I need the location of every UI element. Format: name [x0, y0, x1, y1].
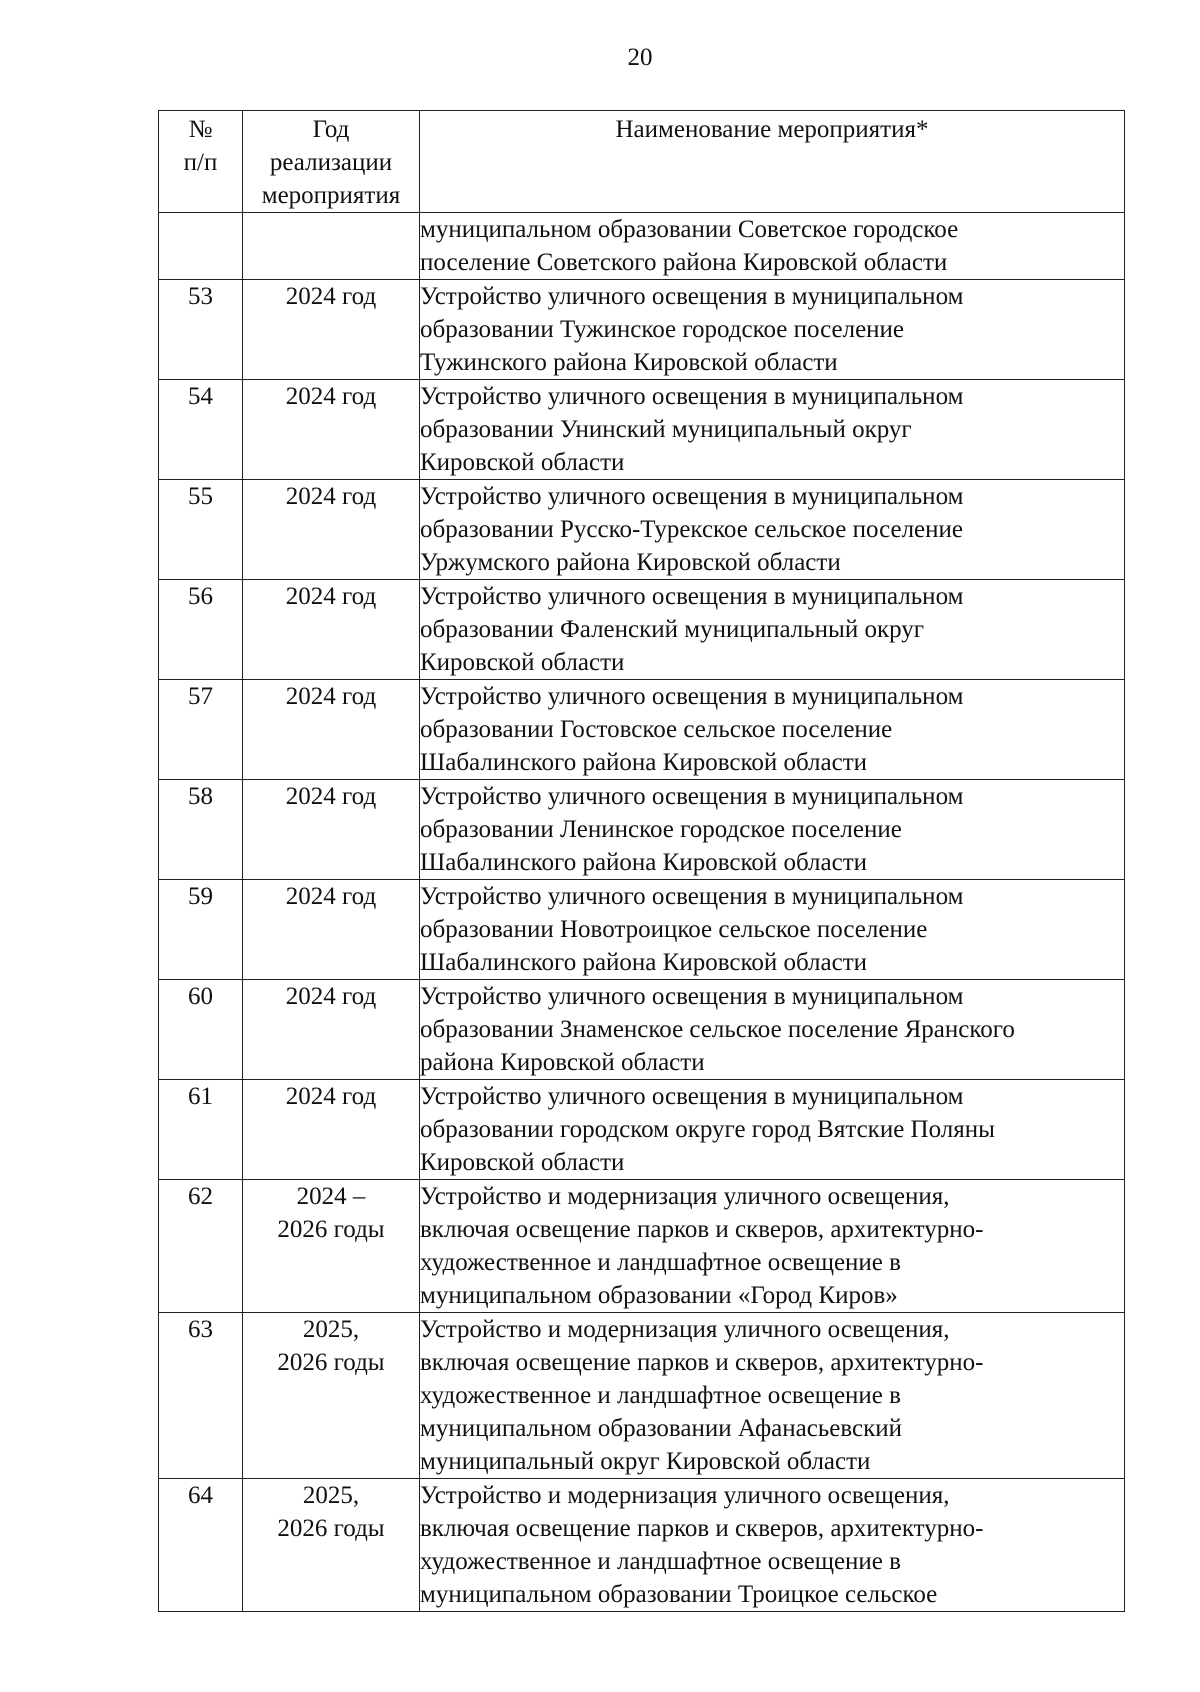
row-year [243, 280, 420, 380]
row-measure-name [420, 580, 1125, 680]
table-row [159, 280, 1125, 380]
table-row [159, 580, 1125, 680]
measures-table [158, 110, 1125, 1612]
row-measure-line: Тужинского района Кировской области [420, 349, 838, 376]
row-measure-line: Шабалинского района Кировской области [420, 949, 868, 976]
row-measure-line: Устройство уличного освещения в муниципальном [420, 683, 964, 710]
row-year-line: 2024 год [285, 983, 377, 1010]
row-measure-line: художественное и ландшафтное освещение в [420, 1548, 901, 1575]
row-year-line: 2024 год [285, 1083, 377, 1110]
row-measure-line: образовании Тужинское городское поселение [420, 316, 905, 343]
row-measure-line: образовании Унинский муниципальный округ [420, 416, 912, 443]
row-year-line: 2026 годы [277, 1216, 385, 1243]
row-year [243, 980, 420, 1080]
row-year [243, 1313, 420, 1479]
row-measure-line: муниципальном образовании «Город Киров» [420, 1282, 898, 1309]
row-measure-line: Кировской области [420, 649, 625, 676]
row-measure-line: района Кировской области [420, 1049, 705, 1076]
row-year [243, 1180, 420, 1313]
row-number: 56 [159, 580, 243, 680]
row-year-line: 2025, [302, 1316, 360, 1343]
table-row [159, 1080, 1125, 1180]
row-measure-name [420, 780, 1125, 880]
table-row [159, 780, 1125, 880]
row-year [243, 480, 420, 580]
header-number: № п/п [159, 111, 243, 213]
row-measure-line: включая освещение парков и скверов, архитектурно- [420, 1515, 984, 1542]
row-year-line: 2025, [302, 1482, 360, 1509]
row-measure-line: Уржумского района Кировской области [420, 549, 841, 576]
row-measure-line: Устройство уличного освещения в муниципальном [420, 583, 964, 610]
row-measure-line: Устройство уличного освещения в муниципальном [420, 783, 964, 810]
row-measure-line: муниципальный округ Кировской области [420, 1448, 871, 1475]
row-year-line: 2026 годы [277, 1349, 385, 1376]
row-measure-line: Кировской области [420, 1149, 625, 1176]
row-year [243, 880, 420, 980]
row-number: 60 [159, 980, 243, 1080]
row-measure-line: образовании Знаменское сельское поселение Яранского [420, 1016, 1015, 1043]
row-year-line: 2024 год [285, 783, 377, 810]
row-measure-name [420, 880, 1125, 980]
row-measure-line: Устройство и модернизация уличного освещения, [420, 1316, 950, 1343]
row-measure-line: муниципальном образовании Афанасьевский [420, 1415, 903, 1442]
row-number: 63 [159, 1313, 243, 1479]
row-year-line: 2024 – [296, 1183, 366, 1210]
row-measure-line: Устройство уличного освещения в муниципальном [420, 383, 964, 410]
row-number: 57 [159, 680, 243, 780]
row-measure-name [420, 213, 1125, 280]
row-measure-line: муниципальном образовании Троицкое сельское [420, 1581, 938, 1608]
row-number: 53 [159, 280, 243, 380]
row-measure-name [420, 1080, 1125, 1180]
table-row [159, 480, 1125, 580]
row-measure-line: Устройство уличного освещения в муниципальном [420, 283, 964, 310]
row-number: 64 [159, 1479, 243, 1612]
row-number: 54 [159, 380, 243, 480]
table-row [159, 1313, 1125, 1479]
row-measure-line: поселение Советского района Кировской области [420, 249, 948, 276]
row-measure-line: образовании Фаленский муниципальный округ [420, 616, 925, 643]
row-measure-name [420, 1479, 1125, 1612]
row-number: 58 [159, 780, 243, 880]
table-row [159, 980, 1125, 1080]
row-measure-name [420, 480, 1125, 580]
table-row [159, 213, 1125, 280]
table-row [159, 1180, 1125, 1313]
row-measure-line: включая освещение парков и скверов, архитектурно- [420, 1349, 984, 1376]
row-measure-line: Устройство и модернизация уличного освещения, [420, 1482, 950, 1509]
row-measure-name [420, 680, 1125, 780]
row-year [243, 1479, 420, 1612]
row-measure-line: художественное и ландшафтное освещение в [420, 1249, 901, 1276]
table-header-row [159, 111, 1125, 213]
row-measure-line: Устройство уличного освещения в муниципальном [420, 883, 964, 910]
row-measure-line: художественное и ландшафтное освещение в [420, 1382, 901, 1409]
row-measure-line: Кировской области [420, 449, 625, 476]
row-number: 61 [159, 1080, 243, 1180]
row-number: 62 [159, 1180, 243, 1313]
row-measure-line: включая освещение парков и скверов, архитектурно- [420, 1216, 984, 1243]
row-measure-line: Устройство и модернизация уличного освещения, [420, 1183, 950, 1210]
table-row [159, 680, 1125, 780]
row-year-line: 2026 годы [277, 1515, 385, 1542]
row-measure-name [420, 1313, 1125, 1479]
row-measure-line: образовании Гостовское сельское поселение [420, 716, 893, 743]
row-number: 55 [159, 480, 243, 580]
header-year: Год реализации мероприятия [243, 111, 420, 213]
row-year [243, 380, 420, 480]
row-number [159, 213, 243, 280]
table-row [159, 380, 1125, 480]
header-name: Наименование мероприятия* [420, 111, 1125, 213]
row-measure-line: муниципальном образовании Советское городское [420, 216, 959, 243]
row-year-line: 2024 год [285, 583, 377, 610]
row-year [243, 1080, 420, 1180]
table-row [159, 1479, 1125, 1612]
row-measure-line: образовании городском округе город Вятские Поляны [420, 1116, 995, 1143]
row-year [243, 213, 420, 280]
row-year-line: 2024 год [285, 683, 377, 710]
row-measure-line: образовании Русско-Турекское сельское поселение [420, 516, 963, 543]
row-year-line: 2024 год [285, 383, 377, 410]
row-measure-line: Шабалинского района Кировской области [420, 849, 868, 876]
row-year [243, 780, 420, 880]
row-measure-name [420, 1180, 1125, 1313]
row-measure-name [420, 280, 1125, 380]
row-measure-line: Шабалинского района Кировской области [420, 749, 868, 776]
row-year [243, 580, 420, 680]
table-row [159, 880, 1125, 980]
row-year-line: 2024 год [285, 283, 377, 310]
row-number: 59 [159, 880, 243, 980]
row-year-line: 2024 год [285, 883, 377, 910]
row-measure-line: образовании Ленинское городское поселение [420, 816, 902, 843]
row-measure-name [420, 980, 1125, 1080]
row-measure-line: Устройство уличного освещения в муниципальном [420, 983, 964, 1010]
row-year-line: 2024 год [285, 483, 377, 510]
row-measure-name [420, 380, 1125, 480]
row-measure-line: Устройство уличного освещения в муниципальном [420, 483, 964, 510]
row-measure-line: Устройство уличного освещения в муниципальном [420, 1083, 964, 1110]
page-number: 20 [627, 44, 653, 71]
row-year [243, 680, 420, 780]
row-measure-line: образовании Новотроицкое сельское поселение [420, 916, 928, 943]
